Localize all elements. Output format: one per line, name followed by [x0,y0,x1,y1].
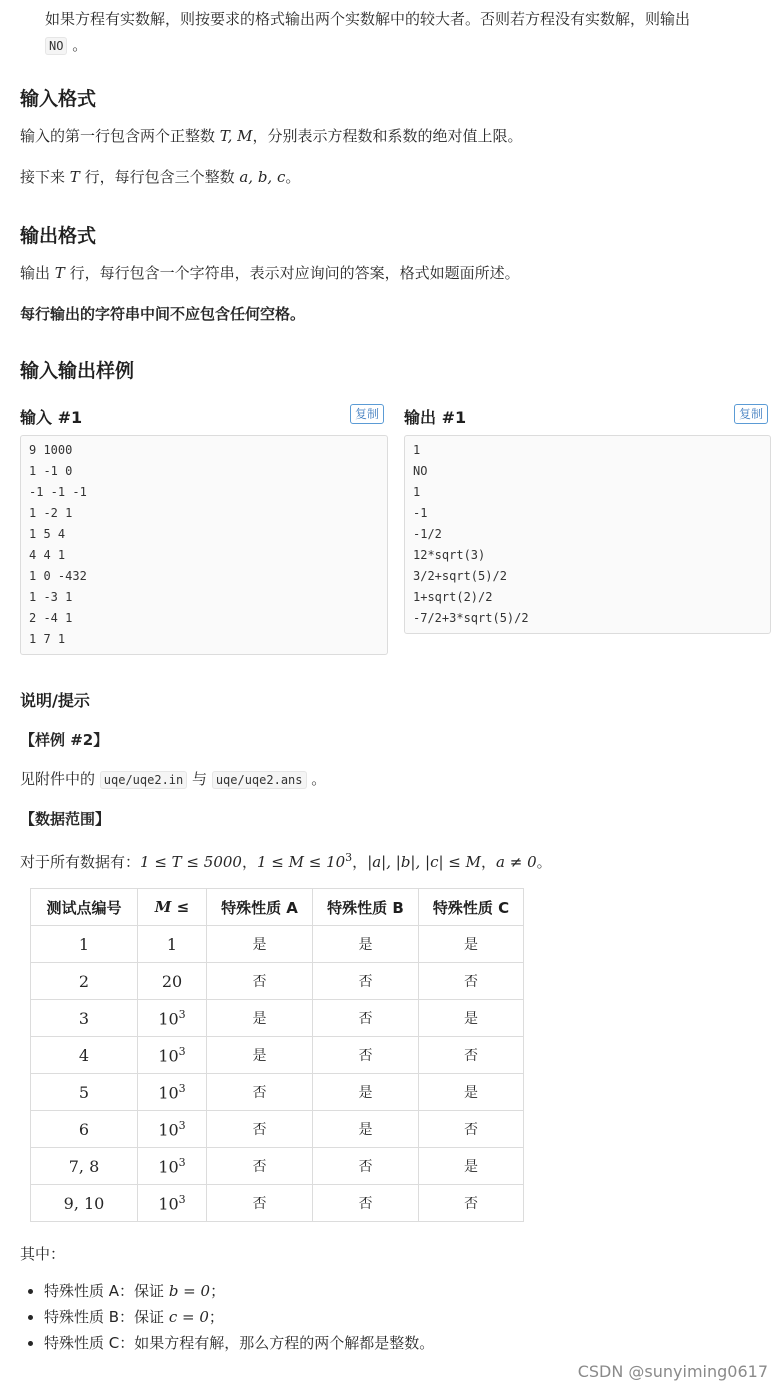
col-header-a: 特殊性质 A [207,889,313,926]
copy-output-button[interactable]: 复制 [734,404,768,424]
range-text [20,846,552,874]
input-format-p2 [20,165,300,189]
prop-b-cell: 否 [313,1000,419,1037]
sample-line: 4 4 1 [29,548,66,562]
prop-c-cell: 否 [419,1037,524,1074]
sample-line: 1 [413,485,421,499]
math-t: T [54,264,65,282]
output-format-p1 [20,261,520,285]
case-id-cell: 6 [31,1111,138,1148]
prop-a-cell: 否 [207,1111,313,1148]
col-header-b: 特殊性质 B [313,889,419,926]
note-text: 特殊性质 B：保证 [44,1308,169,1326]
sample-line: 3/2+sqrt(5)/2 [413,569,507,583]
input-format-p1 [20,124,523,148]
table-row [31,1000,524,1037]
note-math: b = 0 [168,1282,211,1300]
test-case-table [30,888,524,1222]
exponent: 3 [178,1192,186,1206]
note-text: 特殊性质 C：如果方程有解，那么方程的两个解都是整数。 [44,1334,435,1352]
sample-line: -1/2 [413,527,442,541]
text: 。 [285,168,301,186]
sample-line: 1 0 -432 [29,569,87,583]
sample2-text [20,767,326,792]
col-header-case: 测试点编号 [31,889,138,926]
exponent: 3 [178,1081,186,1095]
notes-lead: 其中： [20,1245,66,1263]
text: ， [241,853,257,871]
case-id-cell: 9, 10 [31,1185,138,1222]
intro-tail: 。 [72,36,88,54]
math-t: T [69,168,80,186]
prop-a-cell: 是 [207,1037,313,1074]
prop-b-cell: 是 [313,1111,419,1148]
hints-heading: 说明/提示 [20,691,90,710]
m-bound-cell: $10^3$ [138,1111,207,1148]
input-sample-box[interactable] [20,435,388,655]
m-bound-cell: $10^3$ [138,1037,207,1074]
list-item [44,1278,434,1304]
text: 。 [536,853,552,871]
prop-c-cell: 否 [419,1111,524,1148]
col-header-m: M ≤ [138,889,207,926]
prop-c-cell: 是 [419,926,524,963]
math-abc: a, b, c [239,168,286,186]
case-id-cell: 4 [31,1037,138,1074]
table-row [31,1148,524,1185]
note-math: c = 0 [168,1308,209,1326]
table-row [31,1111,524,1148]
list-item [44,1330,434,1356]
table-row [31,1185,524,1222]
table-row [31,1037,524,1074]
input-sample-label: 输入 #1 [20,408,83,427]
prop-b-cell: 否 [313,963,419,1000]
exponent: 3 [178,1155,186,1169]
output-sample-label: 输出 #1 [404,408,467,427]
sample-line: 2 -4 1 [29,611,73,625]
prop-c-cell: 否 [419,963,524,1000]
notes-list [22,1278,434,1356]
note-text: 特殊性质 A：保证 [44,1282,169,1300]
text: 。 [306,770,327,788]
m-bound-cell: $10^3$ [138,1185,207,1222]
case-id-cell: 3 [31,1000,138,1037]
prop-b-cell: 否 [313,1148,419,1185]
sample-line: 1 [413,443,421,457]
sample-line: -1 [413,506,428,520]
sample-line: -1 -1 -1 [29,485,87,499]
text: 输出 [20,264,55,282]
text: 见附件中的 [20,770,100,788]
text: 输入的第一行包含两个正整数 [20,127,220,145]
sample2-title: 【样例 #2】 [20,731,109,749]
exponent: 3 [178,1007,186,1021]
list-item [44,1304,434,1330]
sample-line: 9 1000 [29,443,73,457]
input-format-heading: 输入格式 [20,88,97,110]
text: 接下来 [20,168,70,186]
text: 与 [187,770,212,788]
text: ，分别表示方程数和系数的绝对值上限。 [252,127,523,145]
m-bound-cell: $10^3$ [138,1000,207,1037]
attachment-file-ans: uqe/uqe2.ans [212,771,307,789]
math-tm: T, M [219,127,253,145]
text: ， [352,853,368,871]
table-row [31,1074,524,1111]
prop-a-cell: 否 [207,1148,313,1185]
intro-paragraph [45,6,690,59]
no-code: NO [45,37,67,55]
case-id-cell: 7, 8 [31,1148,138,1185]
prop-c-cell: 否 [419,1185,524,1222]
prop-c-cell: 是 [419,1000,524,1037]
case-id-cell: 1 [31,926,138,963]
sample-line: 1 -2 1 [29,506,73,520]
sample-line: 1+sqrt(2)/2 [413,590,493,604]
watermark: CSDN @sunyiming0617 [577,1362,768,1381]
prop-a-cell: 否 [207,963,313,1000]
prop-c-cell: 是 [419,1074,524,1111]
text: 对于所有数据有： [20,853,141,871]
table-row [31,963,524,1000]
table-row [31,926,524,963]
text: ， [481,853,497,871]
sample-line: 1 -1 0 [29,464,73,478]
prop-b-cell: 否 [313,1185,419,1222]
prop-a-cell: 否 [207,1185,313,1222]
prop-b-cell: 是 [313,1074,419,1111]
table-body [31,926,524,1222]
sample-line: 1 5 4 [29,527,66,541]
samples-heading: 输入输出样例 [20,360,135,382]
m-bound-cell: $10^3$ [138,1074,207,1111]
math-abs-range: |a|, |b|, |c| ≤ M [367,853,481,871]
case-id-cell: 2 [31,963,138,1000]
prop-c-cell: 是 [419,1148,524,1185]
exponent: 3 [178,1044,186,1058]
m-bound-cell: 1 [138,926,207,963]
math-t-range: 1 ≤ T ≤ 5000 [140,853,242,871]
note-text: ； [210,1282,226,1300]
output-sample-box[interactable] [404,435,771,634]
output-format-p2: 每行输出的字符串中间不应包含任何空格。 [20,305,306,323]
intro-line-1: 如果方程有实数解，则按要求的格式输出两个实数解中的较大者。否则若方程没有实数解，则输出 [45,10,691,28]
output-format-heading: 输出格式 [20,225,97,247]
attachment-file-in: uqe/uqe2.in [100,771,187,789]
sample-line: 1 7 1 [29,632,66,646]
m-bound-cell: 20 [138,963,207,1000]
sample-line: NO [413,464,428,478]
range-title: 【数据范围】 [20,810,111,828]
prop-a-cell: 是 [207,926,313,963]
m-bound-cell: $10^3$ [138,1148,207,1185]
case-id-cell: 5 [31,1074,138,1111]
sample-line: 1 -3 1 [29,590,73,604]
sample-line: 12*sqrt(3) [413,548,486,562]
prop-b-cell: 否 [313,1037,419,1074]
exponent: 3 [178,1118,186,1132]
copy-input-button[interactable]: 复制 [350,404,384,424]
prop-b-cell: 是 [313,926,419,963]
prop-a-cell: 是 [207,1000,313,1037]
math-a-nonzero: a ≠ 0 [496,853,537,871]
math-m-range: 1 ≤ M ≤ 10 [256,853,346,871]
table-header-row [31,889,524,926]
math-sup: 3 [345,851,353,864]
note-text: ； [208,1308,224,1326]
col-header-c: 特殊性质 C [419,889,524,926]
prop-a-cell: 否 [207,1074,313,1111]
text: 行，每行包含一个字符串，表示对应询问的答案，格式如题面所述。 [64,264,520,282]
intro-line-2 [45,32,690,59]
sample-line: -7/2+3*sqrt(5)/2 [413,611,529,625]
text: 行，每行包含三个整数 [79,168,240,186]
